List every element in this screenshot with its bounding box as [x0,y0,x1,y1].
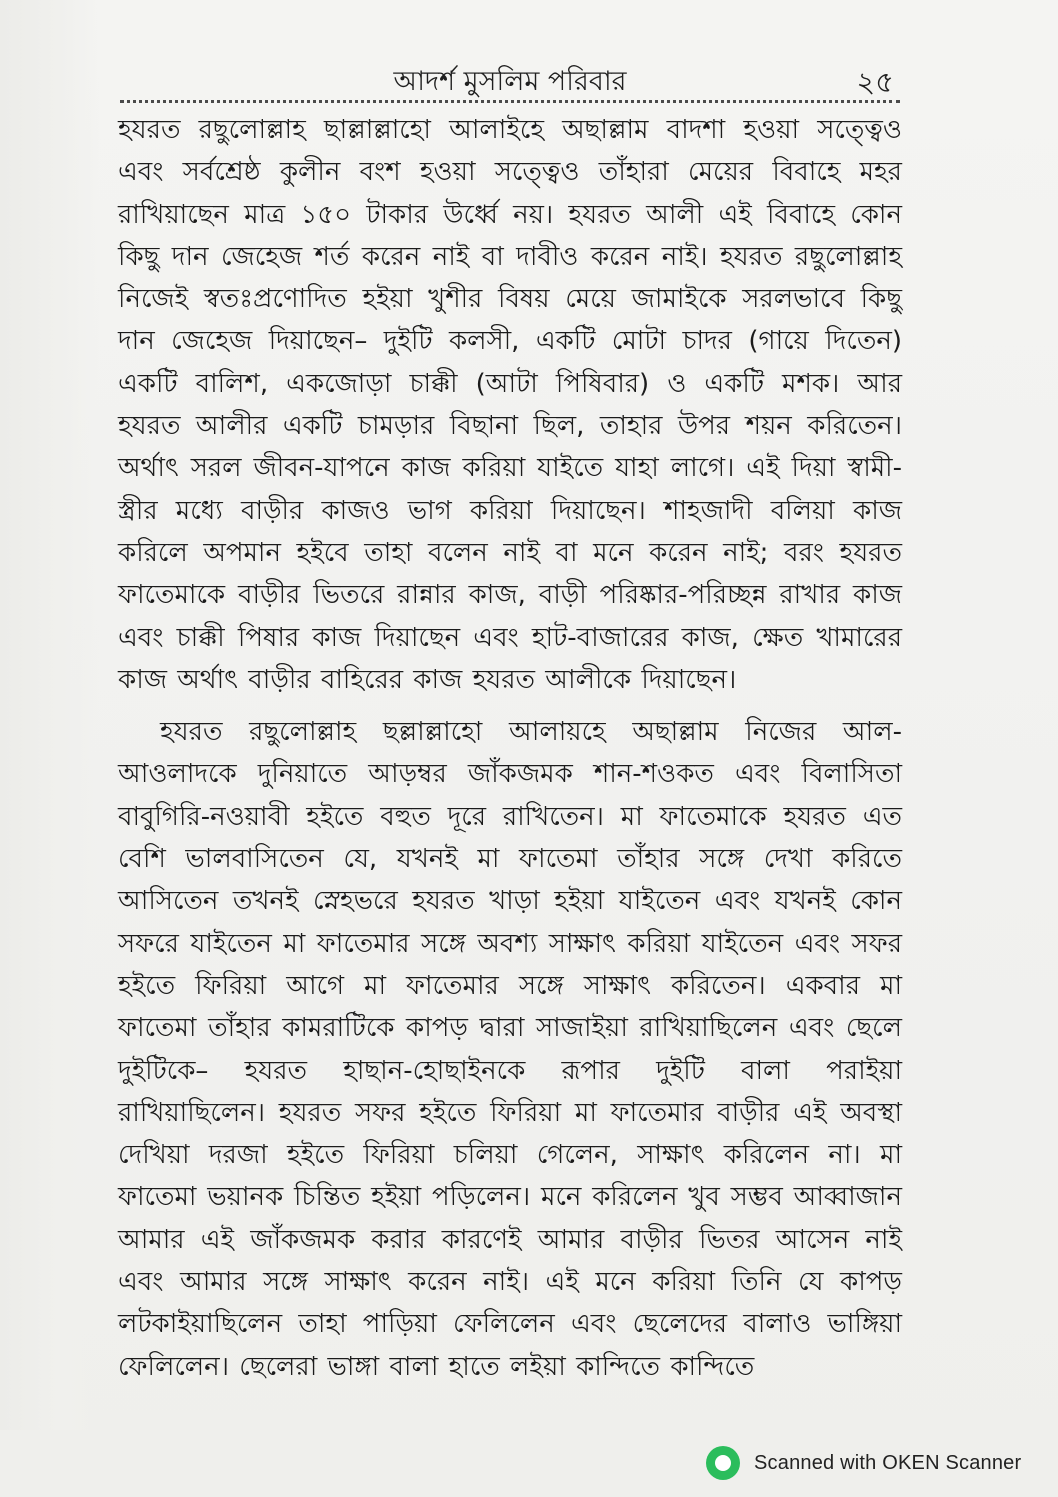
page-number: ২৫ [856,65,894,99]
running-title: আদর্শ মুসলিম পরিবার [393,66,627,97]
page-header [120,62,900,102]
scanner-watermark-text: Scanned with OKEN Scanner [754,1451,1022,1474]
header-dotted-rule [120,100,900,103]
scanner-watermark [706,1443,1021,1483]
paragraph-2: হযরত রছুলোল্লাহ ছল্লাল্লাহো আলায়হে অছাল্লাম নিজের আল-আওলাদকে দুনিয়াতে আড়ম্বর জাঁকজমক শান-শওকত এবং বিলাসিতা বাবুগিরি-নওয়াবী হইতে বহুত দূরে রাখিতেন। মা ফাতেমাকে হযরত এত বেশি ভালবাসিতেন যে, যখনই মা ফাতেমা তাঁহার সঙ্গে দেখা করিতে আসিতেন তখনই স্নেহভরে হযরত খাড়া হইয়া যাইতেন এবং যখনই কোন সফরে যাইতেন মা ফাতেমার সঙ্গে অবশ্য সাক্ষাৎ করিয়া যাইতেন এবং সফর হইতে ফিরিয়া আগে মা ফাতেমার সঙ্গে সাক্ষাৎ করিতেন। একবার মা ফাতেমা তাঁহার কামরাটিকে কাপড় দ্বারা সাজাইয়া রাখিয়াছিলেন এবং ছেলে দুইটিকে– হযরত হাছান-হোছাইনকে রূপার দুইটি বালা পরাইয়া রাখিয়াছিলেন। হযরত সফর হইতে ফিরিয়া মা ফাতেমার বাড়ীর এই অবস্থা দেখিয়া দরজা হইতে ফিরিয়া চলিয়া গেলেন, সাক্ষাৎ করিলেন না। মা ফাতেমা ভয়ানক চিন্তিত হইয়া পড়িলেন। মনে করিলেন খুব সম্ভব আব্বাজান আমার এই জাঁকজমক করার কারণেই আমার বাড়ীর ভিতর আসেন নাই এবং আমার সঙ্গে সাক্ষাৎ করেন নাই। এই মনে করিয়া তিনি যে কাপড় লটকাইয়াছিলেন তাহা পাড়িয়া ফেলিলেন এবং ছেলেদের বালাও ভাঙ্গিয়া ফেলিলেন। ছেলেরা ভাঙ্গা বালা হাতে লইয়া কান্দিতে কান্দিতে [118,717,902,1382]
oken-scanner-logo-icon [706,1446,740,1480]
body-text [118,109,902,1388]
page-binding-shadow [0,0,100,1430]
paragraph-1: হযরত রছুলোল্লাহ ছাল্লাল্লাহো আলাইহে অছাল্লাম বাদশা হওয়া সত্ত্বেও এবং সর্বশ্রেষ্ঠ কুলীন বংশ হওয়া সত্ত্বেও তাঁহারা মেয়ের বিবাহে মহর রাখিয়াছেন মাত্র ১৫০ টাকার উর্ধ্বে নয়। হযরত আলী এই বিবাহে কোন কিছু দান জেহেজ শর্ত করেন নাই বা দাবীও করেন নাই। হযরত রছুলোল্লাহ নিজেই স্বতঃপ্রণোদিত হইয়া খুশীর বিষয় মেয়ে জামাইকে সরলভাবে কিছু দান জেহেজ দিয়াছেন– দুইটি কলসী, একটি মোটা চাদর (গায়ে দিতেন) একটি বালিশ, একজোড়া চাক্কী (আটা পিষিবার) ও একটি মশক। আর হযরত আলীর একটি চামড়ার বিছানা ছিল, তাহার উপর শয়ন করিতেন। অর্থাৎ সরল জীবন-যাপনে কাজ করিয়া যাইতে যাহা লাগে। এই দিয়া স্বামী-স্ত্রীর মধ্যে বাড়ীর কাজও ভাগ করিয়া দিয়াছেন। শাহজাদী বলিয়া কাজ করিলে অপমান হইবে তাহা বলেন নাই বা মনে করেন নাই; বরং হযরত ফাতেমাকে বাড়ীর ভিতরে রান্নার কাজ, বাড়ী পরিষ্কার-পরিচ্ছন্ন রাখার কাজ এবং চাক্কী পিষার কাজ দিয়াছেন এবং হাট-বাজারের কাজ, ক্ষেত খামারের কাজ অর্থাৎ বাড়ীর বাহিরের কাজ হযরত আলীকে দিয়াছেন। [118,115,902,695]
